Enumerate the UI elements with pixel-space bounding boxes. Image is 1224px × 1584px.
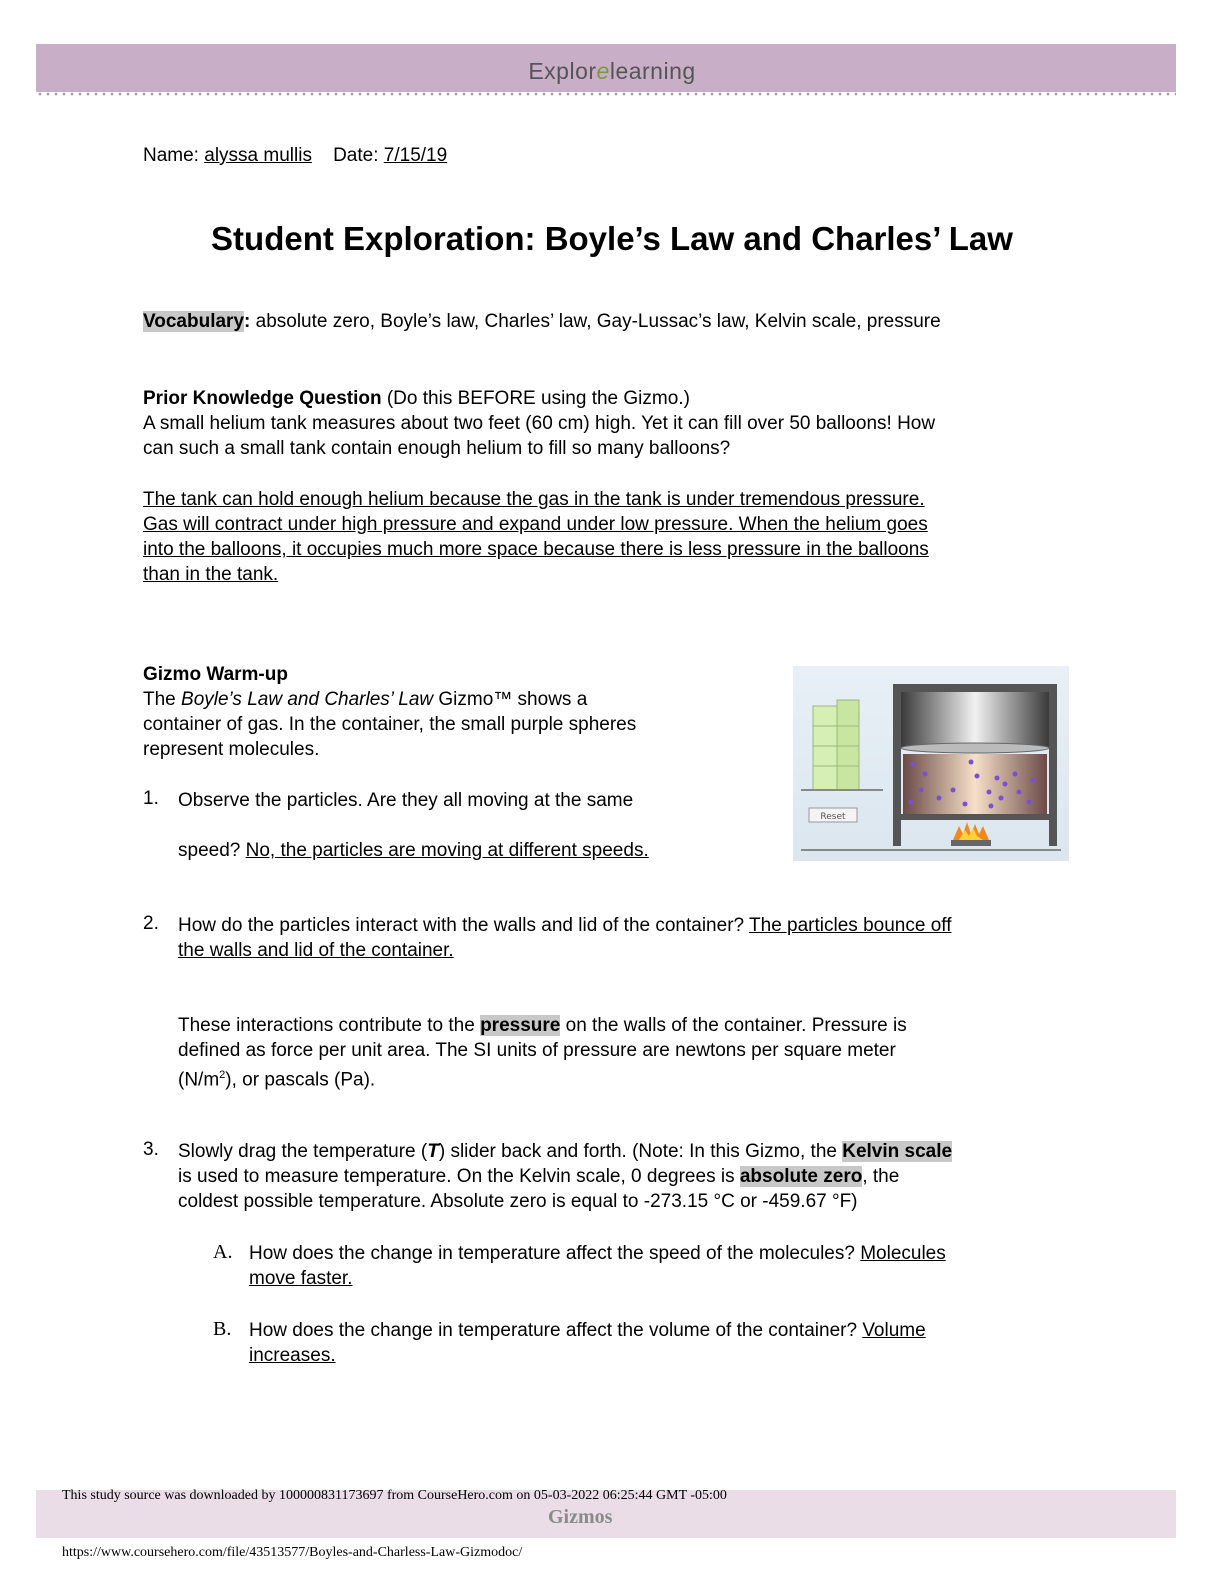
q1-line-1: Observe the particles. Are they all moving at the same [178, 790, 634, 811]
vocabulary-terms: absolute zero, Boyle’s law, Charles’ law, Gay-Lussac’s law, Kelvin scale, pressure [250, 311, 941, 332]
q3a-letter: A. [213, 1241, 233, 1263]
q3-line-2: is used to measure temperature. On the Kelvin scale, 0 degrees is absolute zero, the [178, 1166, 900, 1187]
footer-url-link[interactable]: https://www.coursehero.com/file/43513577/Boyles-and-Charless-Law-Gizmodoc/ [62, 1545, 523, 1560]
pressure-info-line-3: $(N/m^2)$, or pascals (Pa). [178, 1069, 376, 1091]
name-value: alyssa mullis [204, 145, 312, 166]
pressure-info-line-2: defined as force per unit area. The SI units of pressure are newtons per square meter [178, 1040, 896, 1061]
name-date-line [143, 145, 447, 167]
prior-question-line-1: A small helium tank measures about two feet (60 cm) high. Yet it can fill over 50 balloons! How [143, 413, 936, 434]
prior-answer-line-2: Gas will contract under high pressure and expand under low pressure. When the helium goes [143, 514, 928, 535]
q3a-answer-line-2: move faster. [249, 1268, 353, 1289]
warmup-intro-line-2: container of gas. In the container, the small purple spheres [143, 714, 637, 735]
name-label: Name: [143, 145, 199, 166]
q3b-answer-line-2: increases. [249, 1345, 336, 1366]
gizmo-screenshot [793, 666, 1069, 861]
pressure-info-line-1: These interactions contribute to the pressure on the walls of the container. Pressure is [178, 1015, 907, 1036]
gizmo-container-illustration [793, 666, 1069, 861]
q3a-line-1: How does the change in temperature affect the speed of the molecules? Molecules [249, 1243, 946, 1264]
vocabulary-line: Vocabulary: absolute zero, Boyle’s law, Charles’ law, Gay-Lussac’s law, Kelvin scale, pressure [143, 311, 941, 332]
prior-answer-line-1: The tank can hold enough helium because the gas in the tank is under tremendous pressure. [143, 489, 925, 510]
burner-flame-icon [951, 822, 991, 846]
svg-text:Reset: Reset [820, 812, 846, 822]
q1-number: 1. [143, 788, 159, 809]
warmup-intro-line-1: The Boyle’s Law and Charles’ Law Gizmo™ shows a [143, 689, 588, 710]
footer-source-note: This study source was downloaded by 100000831173697 from CourseHero.com on 05-03-2022 06:25:44 GMT -05:00 [62, 1488, 727, 1503]
gizmos-logo: Gizmos [548, 1506, 613, 1528]
header-dotted-rule [36, 92, 1176, 96]
gas-chamber [903, 754, 1047, 814]
q3-number: 3. [143, 1139, 159, 1160]
prior-knowledge-heading: Prior Knowledge Question (Do this BEFORE using the Gizmo.) [143, 388, 690, 409]
date-label: Date: [333, 145, 379, 166]
weight-stack [813, 700, 859, 790]
page-title: Student Exploration: Boyle’s Law and Charles’ Law [211, 220, 1013, 257]
prior-answer-line-4: than in the tank. [143, 564, 279, 585]
q2-number: 2. [143, 913, 159, 934]
prior-question-line-2: can such a small tank contain enough helium to fill so many balloons? [143, 438, 731, 459]
warmup-heading: Gizmo Warm-up [143, 664, 288, 685]
q3-line-1: Slowly drag the temperature (T) slider back and forth. (Note: In this Gizmo, the Kelvin scale [178, 1141, 953, 1162]
piston-lid [901, 692, 1049, 748]
q2-answer-line-2: the walls and lid of the container. [178, 940, 454, 961]
explorelearning-logo: Explorelearning [528, 58, 696, 84]
prior-answer-line-3: into the balloons, it occupies much more space because there is less pressure in the balloons [143, 539, 929, 560]
warmup-intro-line-3: represent molecules. [143, 739, 320, 760]
q3b-letter: B. [213, 1318, 232, 1340]
q3-line-3: coldest possible temperature. Absolute zero is equal to -273.15 °C or -459.67 °F) [178, 1191, 858, 1212]
vocabulary-label: Vocabulary [143, 311, 245, 332]
q1-line-2: speed? No, the particles are moving at different speeds. [178, 840, 649, 861]
q1-answer: No, the particles are moving at different speeds. [245, 840, 649, 861]
date-value: 7/15/19 [383, 145, 448, 166]
q3b-line-1: How does the change in temperature affect the volume of the container? Volume [249, 1320, 926, 1341]
q2-line-1: How do the particles interact with the walls and lid of the container? The particles bounce off [178, 915, 952, 936]
